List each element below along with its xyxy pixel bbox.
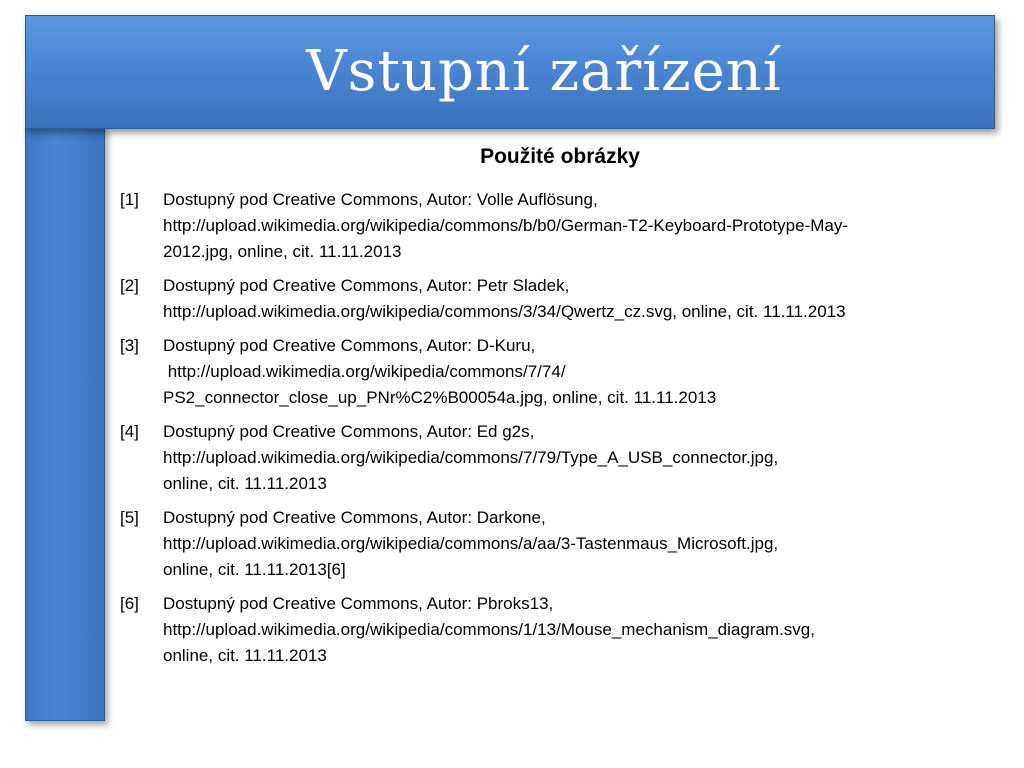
reference-text (163, 187, 980, 265)
reference-line: Dostupný pod Creative Commons, Autor: Petr Sladek, (163, 276, 570, 295)
reference-text (163, 505, 980, 583)
reference-number: [3] (120, 336, 139, 355)
reference-line: http://upload.wikimedia.org/wikipedia/commons/3/34/Qwertz_cz.svg, online, cit. 11.11.2013 (163, 302, 846, 321)
reference-line: Dostupný pod Creative Commons, Autor: D-Kuru, (163, 336, 536, 355)
reference-number: [2] (120, 276, 139, 295)
reference-item (120, 273, 980, 325)
left-accent-bar (25, 125, 105, 721)
reference-line: Dostupný pod Creative Commons, Autor: Ed g2s, (163, 422, 535, 441)
reference-number: [5] (120, 508, 139, 527)
reference-text (163, 273, 980, 325)
reference-line: online, cit. 11.11.2013[6] (163, 560, 346, 579)
reference-text (163, 591, 980, 669)
reference-line: Dostupný pod Creative Commons, Autor: Pbroks13, (163, 594, 554, 613)
reference-text (163, 333, 980, 411)
reference-number: [4] (120, 422, 139, 441)
reference-list (120, 187, 980, 669)
reference-text (163, 419, 980, 497)
slide-title: Vstupní zařízení (306, 38, 782, 104)
reference-line: http://upload.wikimedia.org/wikipedia/commons/7/79/Type_A_USB_connector.jpg, (163, 448, 779, 467)
reference-line: 2012.jpg, online, cit. 11.11.2013 (163, 242, 402, 261)
reference-line: http://upload.wikimedia.org/wikipedia/commons/a/aa/3-Tastenmaus_Microsoft.jpg, (163, 534, 779, 553)
reference-number: [1] (120, 190, 139, 209)
reference-line: online, cit. 11.11.2013 (163, 646, 327, 665)
section-heading: Použité obrázky (480, 145, 640, 168)
reference-line: http://upload.wikimedia.org/wikipedia/commons/7/74/ (163, 362, 566, 381)
reference-item (120, 419, 980, 497)
slide-content (120, 145, 980, 677)
reference-item (120, 333, 980, 411)
reference-item (120, 591, 980, 669)
reference-line: PS2_connector_close_up_PNr%C2%B00054a.jpg, online, cit. 11.11.2013 (163, 388, 717, 407)
reference-line: http://upload.wikimedia.org/wikipedia/commons/1/13/Mouse_mechanism_diagram.svg, (163, 620, 815, 639)
reference-item (120, 505, 980, 583)
reference-line: http://upload.wikimedia.org/wikipedia/commons/b/b0/German-T2-Keyboard-Prototype-May- (163, 216, 849, 235)
reference-number: [6] (120, 594, 139, 613)
reference-line: Dostupný pod Creative Commons, Autor: Volle Auflösung, (163, 190, 598, 209)
reference-line: online, cit. 11.11.2013 (163, 474, 327, 493)
reference-line: Dostupný pod Creative Commons, Autor: Darkone, (163, 508, 546, 527)
reference-item (120, 187, 980, 265)
